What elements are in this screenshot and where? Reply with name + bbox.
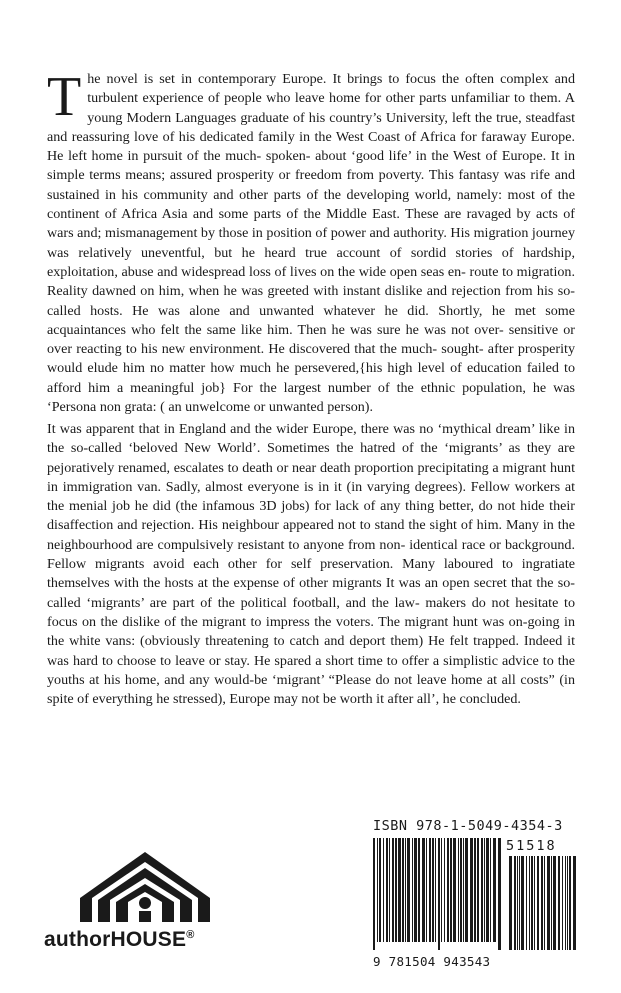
barcode-addon-bar [544, 856, 545, 950]
blurb-paragraph-2: It was apparent that in England and the wider Europe, there was no ‘mythical dream’ like in the so-called ‘beloved New World’. Sometimes the hatred of the ‘migrants’ as they are pejoratively renamed, escalates to death or near death proportion precipitating a migrant hunt in immigration van. Sadly, almost everyone is in it (in varying degrees). Fellow workers at the menial job he did (the infamous 3D jobs) for lack of any thing better, do not hide their disaffection and rejection. His neighbour appeared not to stand the sight of him. Many in the neighbourhood are compulsively resistant to anyone from non- identical race or background. Fellow migrants avoid each other for self preservation. Many laboured to ingratiate themselves with the hosts at the expense of other migrants It was an open secret that the so-called ‘migrants’ are part of the political football, and the law- makers do not hesitate to focus on the dislike of the migrant to impress the voters. The migrant hunt was on-going in the white vans: (obviously threatening to catch and deport them) He felt trapped. Indeed it was hard to choose to leave or stay. He spared a short time to offer a simplistic advice to the youths at his home, and any would-be ‘migrant’ “Please do not leave home at all costs” (in spite of everything he stressed), Europe may not be worth it after all’, he concluded. [47, 421, 575, 708]
barcode-addon-bar [567, 856, 568, 950]
barcode-addon-bar [514, 856, 516, 950]
barcode-addon-bar [551, 856, 552, 950]
barcode-addon-bar [569, 856, 571, 950]
barcode-bar [438, 838, 440, 950]
barcode-bar [414, 838, 417, 942]
blurb-paragraph-1 [47, 66, 575, 417]
barcode-addon-bar [541, 856, 543, 950]
barcode-bar [383, 838, 384, 942]
barcode-bar [474, 838, 476, 942]
barcode-addon-bar [534, 856, 535, 950]
barcode-bar [398, 838, 401, 942]
barcode-bar [422, 838, 425, 942]
barcode-bar [460, 838, 462, 942]
publisher-name [44, 928, 195, 952]
publisher-name-upper: HOUSE [110, 928, 187, 951]
barcode-bar [486, 838, 489, 942]
isbn-label: ISBN 978-1-5049-4354-3 [373, 818, 563, 834]
barcode-bar [450, 838, 452, 942]
barcode-bar [481, 838, 483, 942]
barcode-addon-bar [537, 856, 539, 950]
barcode-bar [392, 838, 394, 942]
barcode-bar [465, 838, 468, 942]
barcode-bar [498, 838, 501, 950]
barcode-bar [458, 838, 459, 942]
barcode-bar [490, 838, 491, 942]
barcode-bar [389, 838, 390, 942]
barcode-bar [426, 838, 427, 942]
barcode-addon-bar [521, 856, 524, 950]
barcode-bar [418, 838, 420, 942]
barcode-bar [377, 838, 378, 942]
barcode-bar [435, 838, 436, 942]
barcode-addon-bar [531, 856, 533, 950]
barcode-addon-bar [529, 856, 530, 950]
price-code: 51518 [506, 838, 557, 854]
barcode-addon-bar [553, 856, 556, 950]
barcode-addon-bar [509, 856, 512, 950]
barcode-bar [441, 838, 442, 942]
barcode-bar [386, 838, 388, 942]
barcode-bar [463, 838, 464, 942]
barcode-bar [493, 838, 496, 942]
barcode-addon-bar [562, 856, 563, 950]
publisher-name-lower: author [44, 928, 111, 951]
barcode-addon-bar [526, 856, 527, 950]
barcode-bar [405, 838, 406, 942]
barcode-bar [402, 838, 404, 942]
blurb-paragraph-1-text: he novel is set in contemporary Europe. It brings to focus the often complex and turbulent experience of people who leave home for other parts unfamiliar to them. A young Modern Languages graduate of his country’s University, left the true, steadfast and reassuring love of his dedicated family in the West Coast of Africa for faraway Europe. He left home in pursuit of the much- spoken- about ‘good life’ in the West of Europe. It in simple terms means; assured prosperity or freedom from poverty. This fantasy was rife and sustained in his community and other parts of the developing world, namely: most of the continent of Africa Asia and some parts of the Middle East. These are ravaged by acts of wars and; mismanagement by those in position of power and authority. His migration journey was relatively uneventful, but he heard true account of sordid stories of hardship, exploitation, abuse and widespread loss of lives on the wide open seas en- route to migration. Reality dawned on him, when he was greeted with instant dislike and rejection from his so-called hosts. He was alone and unwanted whatever he did. Shortly, he met some acquaintances who felt the same like him. Then he was sure he was not over- sensitive or over reacting to his new environment. He discovered that the much- sought- after prosperity would elude him no matter how much he persevered,{his high level of education failed to afford him a meaningful job} For the largest number of the ethnic population, he was ‘Persona non grata: ( an unwelcome or unwanted person). [47, 71, 575, 416]
barcode-addon-bar [573, 856, 576, 950]
barcode-icon [373, 838, 579, 953]
barcode-bar [429, 838, 431, 942]
barcode-bar [444, 838, 445, 942]
barcode-addon-bar [517, 856, 518, 950]
barcode-bar [447, 838, 449, 942]
ean-number: 9 781504 943543 [373, 954, 491, 969]
drop-cap: T [47, 66, 82, 128]
barcode-bar [470, 838, 473, 942]
barcode-addon-bar [558, 856, 560, 950]
barcode-bar [412, 838, 413, 942]
barcode-bar [407, 838, 410, 942]
barcode-bar [379, 838, 381, 942]
barcode-addon-bar [547, 856, 550, 950]
barcode-bar [484, 838, 485, 942]
barcode-bar [453, 838, 456, 942]
barcode-bar [395, 838, 397, 942]
barcode-bar [477, 838, 479, 942]
registered-mark: ® [186, 929, 195, 941]
barcode-bar [373, 838, 375, 950]
barcode-addon-bar [565, 856, 566, 950]
barcode-bar [432, 838, 434, 942]
barcode-addon-bar [519, 856, 520, 950]
